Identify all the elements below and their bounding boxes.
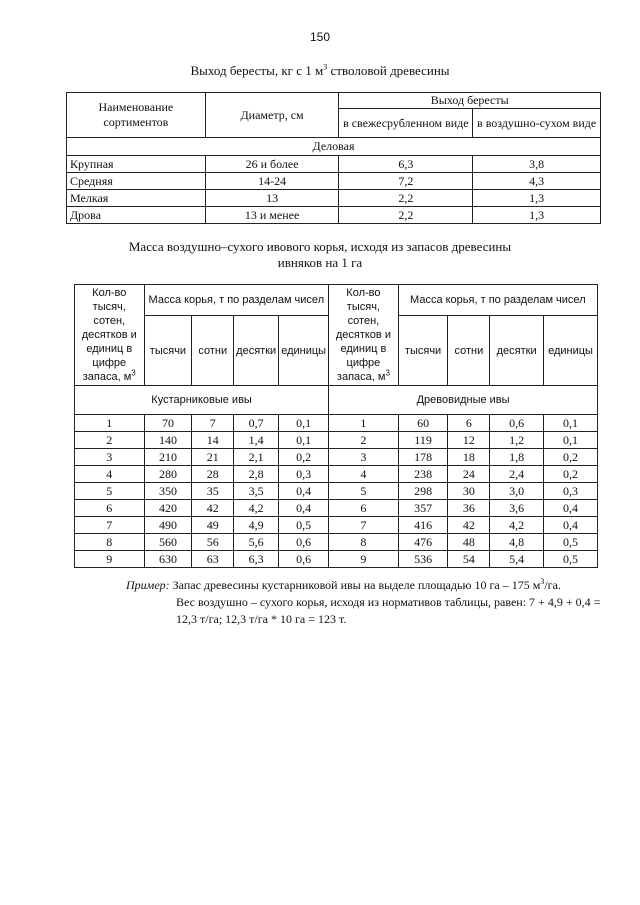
shrub-units-cell: 0,6 [279,534,329,551]
table-row [75,551,598,568]
shrub-hundreds-cell: 21 [192,449,234,466]
tree-hundreds-cell: 42 [448,517,490,534]
table1-title-superscript: 3 [323,62,328,72]
shrub-tens-cell: 3,5 [234,483,279,500]
quantity-cell-right: 4 [329,466,399,483]
tree-thousands-cell: 178 [398,449,448,466]
tree-units-cell: 0,4 [544,500,598,517]
table-row [75,517,598,534]
table-row [75,466,598,483]
header-hundreds-right: сотни [448,316,490,386]
example-note [126,577,606,628]
table-row [67,190,601,207]
header-fresh: в свежесрубленном виде [339,109,473,138]
shrub-hundreds-cell: 63 [192,551,234,568]
table-row [75,534,598,551]
header-thousands-right: тысячи [398,316,448,386]
header-air-dry: в воздушно-сухом виде [473,109,601,138]
table2-title-line2: ивняков на 1 га [277,255,363,270]
table-row [67,207,601,224]
diameter-cell: 14-24 [205,173,339,190]
quantity-cell-right: 8 [329,534,399,551]
shrub-units-cell: 0,1 [279,415,329,432]
birch-bark-yield-table [66,92,601,224]
dry-yield-cell: 1,3 [473,190,601,207]
shrub-thousands-cell: 350 [144,483,192,500]
header-units-right: единицы [544,316,598,386]
fresh-yield-cell: 7,2 [339,173,473,190]
header-assortment: Наименование сортиментов [67,93,206,138]
tree-tens-cell: 5,4 [490,551,544,568]
tree-thousands-cell: 476 [398,534,448,551]
example-label: Пример: [126,578,170,592]
header-tens-right: десятки [490,316,544,386]
quantity-cell-right: 7 [329,517,399,534]
header-hundreds-left: сотни [192,316,234,386]
tree-units-cell: 0,5 [544,534,598,551]
tree-tens-cell: 3,6 [490,500,544,517]
example-line1: Запас древесины кустарниковой ивы на выделе площадью 10 га – 175 м [169,578,541,592]
header-thousands-left: тысячи [144,316,192,386]
tree-tens-cell: 2,4 [490,466,544,483]
quantity-cell-right: 9 [329,551,399,568]
table-row [75,483,598,500]
group-tree-willows: Древовидные ивы [329,386,598,415]
tree-units-cell: 0,4 [544,517,598,534]
dry-yield-cell: 1,3 [473,207,601,224]
assortment-cell: Средняя [67,173,206,190]
shrub-tens-cell: 0,7 [234,415,279,432]
tree-tens-cell: 1,2 [490,432,544,449]
shrub-tens-cell: 2,8 [234,466,279,483]
shrub-units-cell: 0,1 [279,432,329,449]
table-row [75,500,598,517]
header-units-left: единицы [279,316,329,386]
shrub-thousands-cell: 280 [144,466,192,483]
tree-units-cell: 0,2 [544,466,598,483]
shrub-units-cell: 0,3 [279,466,329,483]
diameter-cell: 13 и менее [205,207,339,224]
table-row [67,173,601,190]
tree-thousands-cell: 416 [398,517,448,534]
tree-hundreds-cell: 12 [448,432,490,449]
header-bark-yield: Выход бересты [339,93,601,109]
quantity-cell-left: 6 [75,500,145,517]
tree-units-cell: 0,2 [544,449,598,466]
quantity-cell-left: 2 [75,432,145,449]
quantity-cell-left: 8 [75,534,145,551]
assortment-cell: Мелкая [67,190,206,207]
table-row [75,449,598,466]
tree-hundreds-cell: 18 [448,449,490,466]
shrub-units-cell: 0,4 [279,483,329,500]
tree-hundreds-cell: 24 [448,466,490,483]
fresh-yield-cell: 6,3 [339,156,473,173]
tree-tens-cell: 1,8 [490,449,544,466]
tree-thousands-cell: 357 [398,500,448,517]
tree-hundreds-cell: 36 [448,500,490,517]
tree-hundreds-cell: 30 [448,483,490,500]
shrub-tens-cell: 4,9 [234,517,279,534]
header-mass-left: Масса корья, т по разделам чисел [144,285,329,316]
willow-bark-mass-table [74,284,598,568]
quantity-cell-right: 1 [329,415,399,432]
quantity-cell-right: 2 [329,432,399,449]
fresh-yield-cell: 2,2 [339,207,473,224]
quantity-cell-right: 6 [329,500,399,517]
shrub-thousands-cell: 140 [144,432,192,449]
shrub-thousands-cell: 70 [144,415,192,432]
tree-thousands-cell: 238 [398,466,448,483]
section-commercial: Деловая [67,138,601,156]
quantity-cell-left: 3 [75,449,145,466]
shrub-units-cell: 0,4 [279,500,329,517]
shrub-hundreds-cell: 14 [192,432,234,449]
example-line2: Вес воздушно – сухого корья, исходя из нормативов таблицы, равен: 7 + 4,9 + 0,4 = 12,3 т/га; 12,3 т/га * 10 га = 123 т. [176,595,601,626]
fresh-yield-cell: 2,2 [339,190,473,207]
shrub-tens-cell: 2,1 [234,449,279,466]
tree-hundreds-cell: 54 [448,551,490,568]
shrub-tens-cell: 1,4 [234,432,279,449]
shrub-hundreds-cell: 42 [192,500,234,517]
header-quantity-right [329,285,399,386]
shrub-thousands-cell: 630 [144,551,192,568]
table1-title-tail: стволовой древесины [327,63,450,78]
header-tens-left: десятки [234,316,279,386]
assortment-cell: Крупная [67,156,206,173]
tree-tens-cell: 4,8 [490,534,544,551]
table2-body [75,415,598,568]
table-row [75,432,598,449]
diameter-cell: 13 [205,190,339,207]
shrub-thousands-cell: 560 [144,534,192,551]
tree-units-cell: 0,5 [544,551,598,568]
table2-title-line1: Масса воздушно–сухого ивового корья, исходя из запасов древесины [128,239,512,254]
dry-yield-cell: 3,8 [473,156,601,173]
tree-units-cell: 0,1 [544,432,598,449]
header-quantity-left [75,285,145,386]
example-line1-tail: /га. [544,578,561,592]
table2-title [0,239,640,271]
header-quantity-left-sup: 3 [131,368,136,378]
group-shrub-willows: Кустарниковые ивы [75,386,329,415]
shrub-hundreds-cell: 49 [192,517,234,534]
shrub-units-cell: 0,2 [279,449,329,466]
tree-thousands-cell: 60 [398,415,448,432]
shrub-hundreds-cell: 7 [192,415,234,432]
shrub-tens-cell: 5,6 [234,534,279,551]
tree-units-cell: 0,1 [544,415,598,432]
dry-yield-cell: 4,3 [473,173,601,190]
header-quantity-right-sup: 3 [385,368,390,378]
header-quantity-left-text: Кол-во тысяч, сотен, десятков и единиц в цифре запаса, м [81,287,137,383]
shrub-hundreds-cell: 28 [192,466,234,483]
quantity-cell-left: 9 [75,551,145,568]
quantity-cell-left: 1 [75,415,145,432]
tree-thousands-cell: 536 [398,551,448,568]
tree-tens-cell: 4,2 [490,517,544,534]
header-quantity-right-text: Кол-во тысяч, сотен, десятков и единиц в цифре запаса, м [335,287,391,383]
tree-tens-cell: 0,6 [490,415,544,432]
tree-tens-cell: 3,0 [490,483,544,500]
table1-body [67,156,601,224]
tree-thousands-cell: 298 [398,483,448,500]
table1-title [0,63,640,79]
diameter-cell: 26 и более [205,156,339,173]
shrub-units-cell: 0,6 [279,551,329,568]
example-line1-sup: 3 [540,577,545,586]
quantity-cell-left: 7 [75,517,145,534]
quantity-cell-left: 5 [75,483,145,500]
shrub-thousands-cell: 490 [144,517,192,534]
quantity-cell-left: 4 [75,466,145,483]
shrub-thousands-cell: 210 [144,449,192,466]
tree-hundreds-cell: 48 [448,534,490,551]
page-number: 150 [309,30,331,44]
table-row [75,415,598,432]
table1-title-main: Выход бересты, кг с 1 м [190,63,324,78]
table-row [67,156,601,173]
shrub-tens-cell: 4,2 [234,500,279,517]
shrub-units-cell: 0,5 [279,517,329,534]
shrub-tens-cell: 6,3 [234,551,279,568]
quantity-cell-right: 3 [329,449,399,466]
assortment-cell: Дрова [67,207,206,224]
header-diameter: Диаметр, см [205,93,339,138]
shrub-hundreds-cell: 56 [192,534,234,551]
shrub-thousands-cell: 420 [144,500,192,517]
quantity-cell-right: 5 [329,483,399,500]
tree-thousands-cell: 119 [398,432,448,449]
tree-hundreds-cell: 6 [448,415,490,432]
tree-units-cell: 0,3 [544,483,598,500]
header-mass-right: Масса корья, т по разделам чисел [398,285,597,316]
shrub-hundreds-cell: 35 [192,483,234,500]
